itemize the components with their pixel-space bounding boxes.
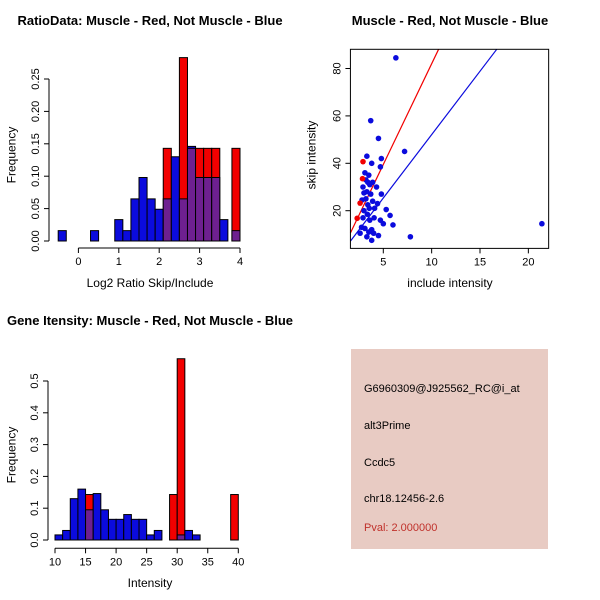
info-panel xyxy=(300,300,600,600)
gene-histogram-ylabel: Frequency xyxy=(4,426,19,484)
svg-text:0.3: 0.3 xyxy=(29,436,41,453)
gene-histogram-xlabel: Intensity xyxy=(127,576,173,590)
svg-text:0.00: 0.00 xyxy=(30,230,42,252)
svg-text:0.4: 0.4 xyxy=(29,405,41,421)
location-text: chr18.12456-2.6 xyxy=(364,493,445,505)
svg-text:2: 2 xyxy=(156,256,163,268)
gene-info-box xyxy=(351,349,548,549)
svg-text:0.5: 0.5 xyxy=(29,373,41,389)
svg-text:0.20: 0.20 xyxy=(30,100,42,123)
scatter-xlabel: include intensity xyxy=(407,276,493,290)
svg-text:1: 1 xyxy=(115,256,122,268)
svg-text:15: 15 xyxy=(79,556,92,569)
gene-name-text: Ccdc5 xyxy=(364,457,396,469)
svg-text:10: 10 xyxy=(48,556,62,569)
svg-text:80: 80 xyxy=(331,62,344,75)
svg-text:40: 40 xyxy=(331,157,344,170)
svg-text:4: 4 xyxy=(236,256,244,268)
gene-histogram-title: Gene Itensity: Muscle - Red, Not Muscle - Blue xyxy=(6,313,294,328)
gene-histogram-canvas xyxy=(0,300,300,600)
svg-text:15: 15 xyxy=(473,256,487,269)
scatter-canvas xyxy=(300,0,600,300)
ratio-histogram-ylabel: Frequency xyxy=(4,126,19,184)
svg-text:10: 10 xyxy=(425,256,438,269)
svg-text:40: 40 xyxy=(232,556,245,569)
svg-text:0: 0 xyxy=(75,256,82,268)
scatter-ylabel: skip intensity xyxy=(304,120,319,190)
splice-type-text: alt3Prime xyxy=(364,420,411,432)
svg-text:20: 20 xyxy=(331,204,344,217)
svg-text:0.15: 0.15 xyxy=(30,133,42,155)
ratio-histogram-xlabel: Log2 Ratio Skip/Include xyxy=(86,276,214,290)
svg-text:35: 35 xyxy=(201,556,214,569)
svg-text:0.2: 0.2 xyxy=(29,468,41,485)
svg-text:60: 60 xyxy=(331,109,344,123)
probe-id-text: G6960309@J925562_RC@i_at xyxy=(364,383,520,395)
scatter-title: Muscle - Red, Not Muscle - Blue xyxy=(351,13,549,28)
svg-text:5: 5 xyxy=(380,256,387,269)
svg-text:0.05: 0.05 xyxy=(30,197,42,220)
svg-text:0.1: 0.1 xyxy=(29,500,41,516)
pval-text: Pval: 2.000000 xyxy=(364,522,438,534)
ratio-histogram-panel xyxy=(0,0,300,300)
svg-text:30: 30 xyxy=(171,556,184,569)
scatter-panel xyxy=(300,0,600,300)
ratio-histogram-title: RatioData: Muscle - Red, Not Muscle - Blue xyxy=(17,13,283,28)
gene-histogram-panel xyxy=(0,300,300,600)
svg-text:20: 20 xyxy=(522,256,535,269)
svg-text:3: 3 xyxy=(196,256,203,268)
svg-text:0.0: 0.0 xyxy=(29,532,41,548)
svg-text:20: 20 xyxy=(109,556,123,569)
svg-text:0.10: 0.10 xyxy=(30,165,42,187)
svg-text:25: 25 xyxy=(140,556,153,569)
svg-text:0.25: 0.25 xyxy=(30,68,42,90)
ratio-histogram-canvas xyxy=(0,0,300,300)
